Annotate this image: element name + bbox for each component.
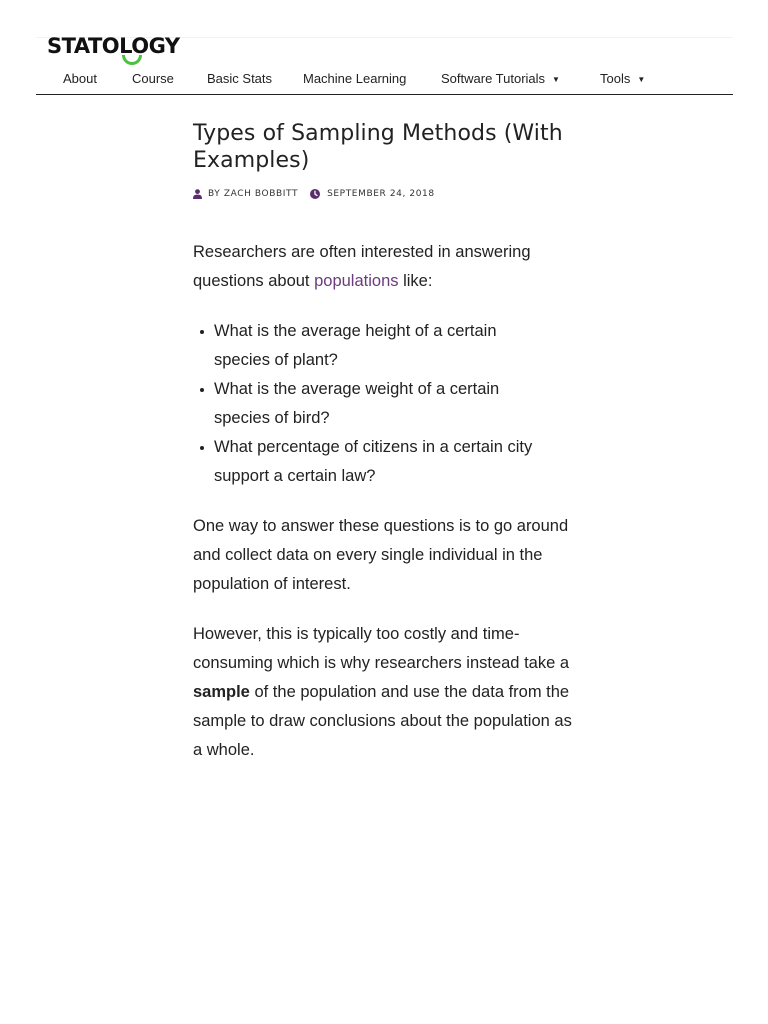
paragraph-intro: [193, 238, 578, 296]
logo-text-part1: STAT: [47, 34, 102, 58]
list-item-text: What percentage of citizens in a certain city support a certain law?: [214, 438, 533, 485]
nav-about[interactable]: [63, 71, 97, 86]
nav-label: Basic Stats: [207, 71, 273, 86]
clock-icon: [310, 189, 320, 199]
nav-basic-stats[interactable]: [207, 71, 272, 86]
bullet-icon: [200, 446, 204, 450]
sample-bold-term: sample: [193, 683, 250, 701]
logo-smile-icon: [122, 55, 142, 65]
list-item: [193, 433, 554, 491]
paragraph-census: One way to answer these questions is to go around and collect data on every single individual in the population of interest.: [193, 517, 569, 593]
nav-tools[interactable]: [600, 71, 645, 86]
site-logo[interactable]: [47, 34, 180, 58]
p3-text-after: of the population and use the data from the sample to draw conclusions about the population as a whole.: [193, 683, 572, 759]
nav-software-tutorials[interactable]: [441, 71, 560, 86]
list-item-text: What is the average height of a certain species of plant?: [214, 322, 497, 369]
user-icon: [193, 189, 202, 199]
nav-label: Machine Learning: [303, 71, 407, 86]
logo-text-part2: OLO: [101, 34, 149, 58]
post-date: SEPTEMBER 24, 2018: [327, 189, 435, 199]
p1-text-after: like:: [398, 272, 433, 290]
list-item: [193, 317, 554, 375]
bullet-icon: [200, 330, 204, 334]
caret-down-icon: ▼: [637, 75, 646, 84]
article-meta: [193, 187, 578, 201]
list-item-text: What is the average weight of a certain species of bird?: [214, 380, 500, 427]
nav-label: Software Tutorials: [441, 71, 546, 86]
caret-down-icon: ▼: [552, 75, 560, 84]
nav-label: About: [63, 71, 97, 86]
p1-text-before: Researchers are often interested in answering questions about: [193, 243, 531, 290]
article: [193, 120, 578, 759]
paragraph-sample: [193, 620, 578, 765]
populations-link[interactable]: populations: [314, 272, 399, 290]
questions-list: [193, 317, 578, 491]
nav-course[interactable]: [132, 71, 174, 86]
nav-label: Course: [132, 71, 174, 86]
nav-label: Tools: [600, 71, 631, 86]
bullet-icon: [200, 388, 204, 392]
author-link[interactable]: BY ZACH BOBBITT: [208, 189, 299, 199]
site-header: [36, 34, 733, 95]
p3-text-before: However, this is typically too costly and time-consuming which is why researchers instead take a: [193, 625, 570, 672]
logo-text-part3: GY: [148, 34, 180, 58]
article-title: Types of Sampling Methods (With Examples): [193, 121, 563, 173]
nav-machine-learning[interactable]: [303, 71, 406, 86]
list-item: [193, 375, 554, 433]
